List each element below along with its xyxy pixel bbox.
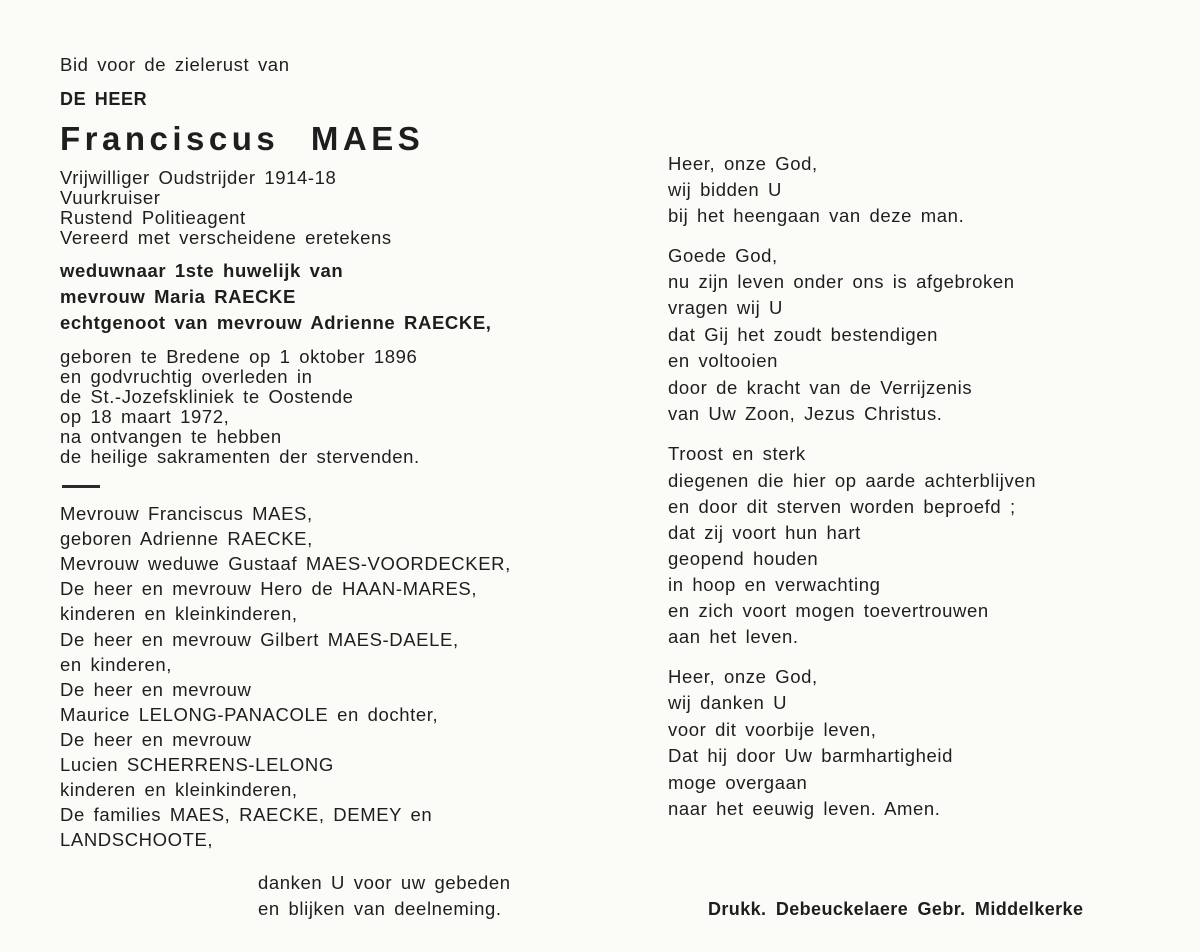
marriage-line: weduwnaar 1ste huwelijk van (60, 260, 344, 281)
prayer-line: geopend houden (668, 548, 819, 569)
prayer-line: dat zij voort hun hart (668, 522, 861, 543)
life-line: en godvruchtig overleden in (60, 366, 313, 387)
divider (62, 485, 100, 488)
prayer-line: bij het heengaan van deze man. (668, 205, 965, 226)
prayer-line: en door dit sterven worden beproefd ; (668, 496, 1016, 517)
title-line: Vereerd met verscheidene eretekens (60, 227, 392, 248)
printer-credit: Drukk. Debeuckelaere Gebr. Middelkerke (708, 899, 1084, 919)
prayer-line: in hoop en verwachting (668, 574, 881, 595)
family-line: Maurice LELONG-PANACOLE en dochter, (60, 704, 439, 725)
prayer-line: en zich voort mogen toevertrouwen (668, 600, 989, 621)
prayer-line: Heer, onze God, (668, 666, 818, 687)
prayer-line: Dat hij door Uw barmhartigheid (668, 745, 954, 766)
intro-text: Bid voor de zielerust van (60, 54, 290, 75)
title-line: Vuurkruiser (60, 187, 161, 208)
family-line: De heer en mevrouw (60, 679, 252, 700)
family-line: De heer en mevrouw Gilbert MAES-DAELE, (60, 629, 459, 650)
life-line: geboren te Bredene op 1 oktober 1896 (60, 346, 418, 367)
life-line: op 18 maart 1972, (60, 406, 230, 427)
family-line: kinderen en kleinkinderen, (60, 603, 298, 624)
family-line: geboren Adrienne RAECKE, (60, 528, 313, 549)
thanks-line: danken U voor uw gebeden (258, 872, 511, 893)
prayer-line: vragen wij U (668, 297, 783, 318)
prayer-line: dat Gij het zoudt bestendigen (668, 324, 939, 345)
title-line: Vrijwilliger Oudstrijder 1914-18 (60, 167, 337, 188)
prayer-line: nu zijn leven onder ons is afgebroken (668, 271, 1015, 292)
prayer-line: door de kracht van de Verrijzenis (668, 377, 973, 398)
family-line: Lucien SCHERRENS-LELONG (60, 754, 334, 775)
family-line: Mevrouw weduwe Gustaaf MAES-VOORDECKER, (60, 553, 511, 574)
thanks-line: en blijken van deelneming. (258, 898, 502, 919)
prayer-line: wij danken U (668, 692, 788, 713)
family-line: De families MAES, RAECKE, DEMEY en (60, 804, 433, 825)
life-line: de St.-Jozefskliniek te Oostende (60, 386, 354, 407)
marriage-line: mevrouw Maria RAECKE (60, 286, 296, 307)
prayer-line: diegenen die hier op aarde achterblijven (668, 470, 1037, 491)
life-line: de heilige sakramenten der stervenden. (60, 446, 420, 467)
family-line: De heer en mevrouw Hero de HAAN-MARES, (60, 578, 478, 599)
prayer-line: van Uw Zoon, Jezus Christus. (668, 403, 943, 424)
prayer-line: moge overgaan (668, 772, 808, 793)
prayer-line: en voltooien (668, 350, 778, 371)
family-line: en kinderen, (60, 654, 173, 675)
marriage-line: echtgenoot van mevrouw Adrienne RAECKE, (60, 312, 492, 333)
prayer-line: naar het eeuwig leven. Amen. (668, 798, 941, 819)
life-line: na ontvangen te hebben (60, 426, 282, 447)
prayer-line: Troost en sterk (668, 443, 806, 464)
family-line: Mevrouw Franciscus MAES, (60, 503, 313, 524)
prayer-line: voor dit voorbije leven, (668, 719, 877, 740)
family-line: kinderen en kleinkinderen, (60, 779, 298, 800)
prayer-line: aan het leven. (668, 626, 799, 647)
title-de-heer: DE HEER (60, 89, 148, 109)
family-line: De heer en mevrouw (60, 729, 252, 750)
title-line: Rustend Politieagent (60, 207, 246, 228)
family-line: LANDSCHOOTE, (60, 829, 214, 850)
prayer-line: Goede God, (668, 245, 778, 266)
prayer-line: Heer, onze God, (668, 153, 818, 174)
prayer-line: wij bidden U (668, 179, 782, 200)
deceased-name: Franciscus MAES (60, 120, 425, 157)
